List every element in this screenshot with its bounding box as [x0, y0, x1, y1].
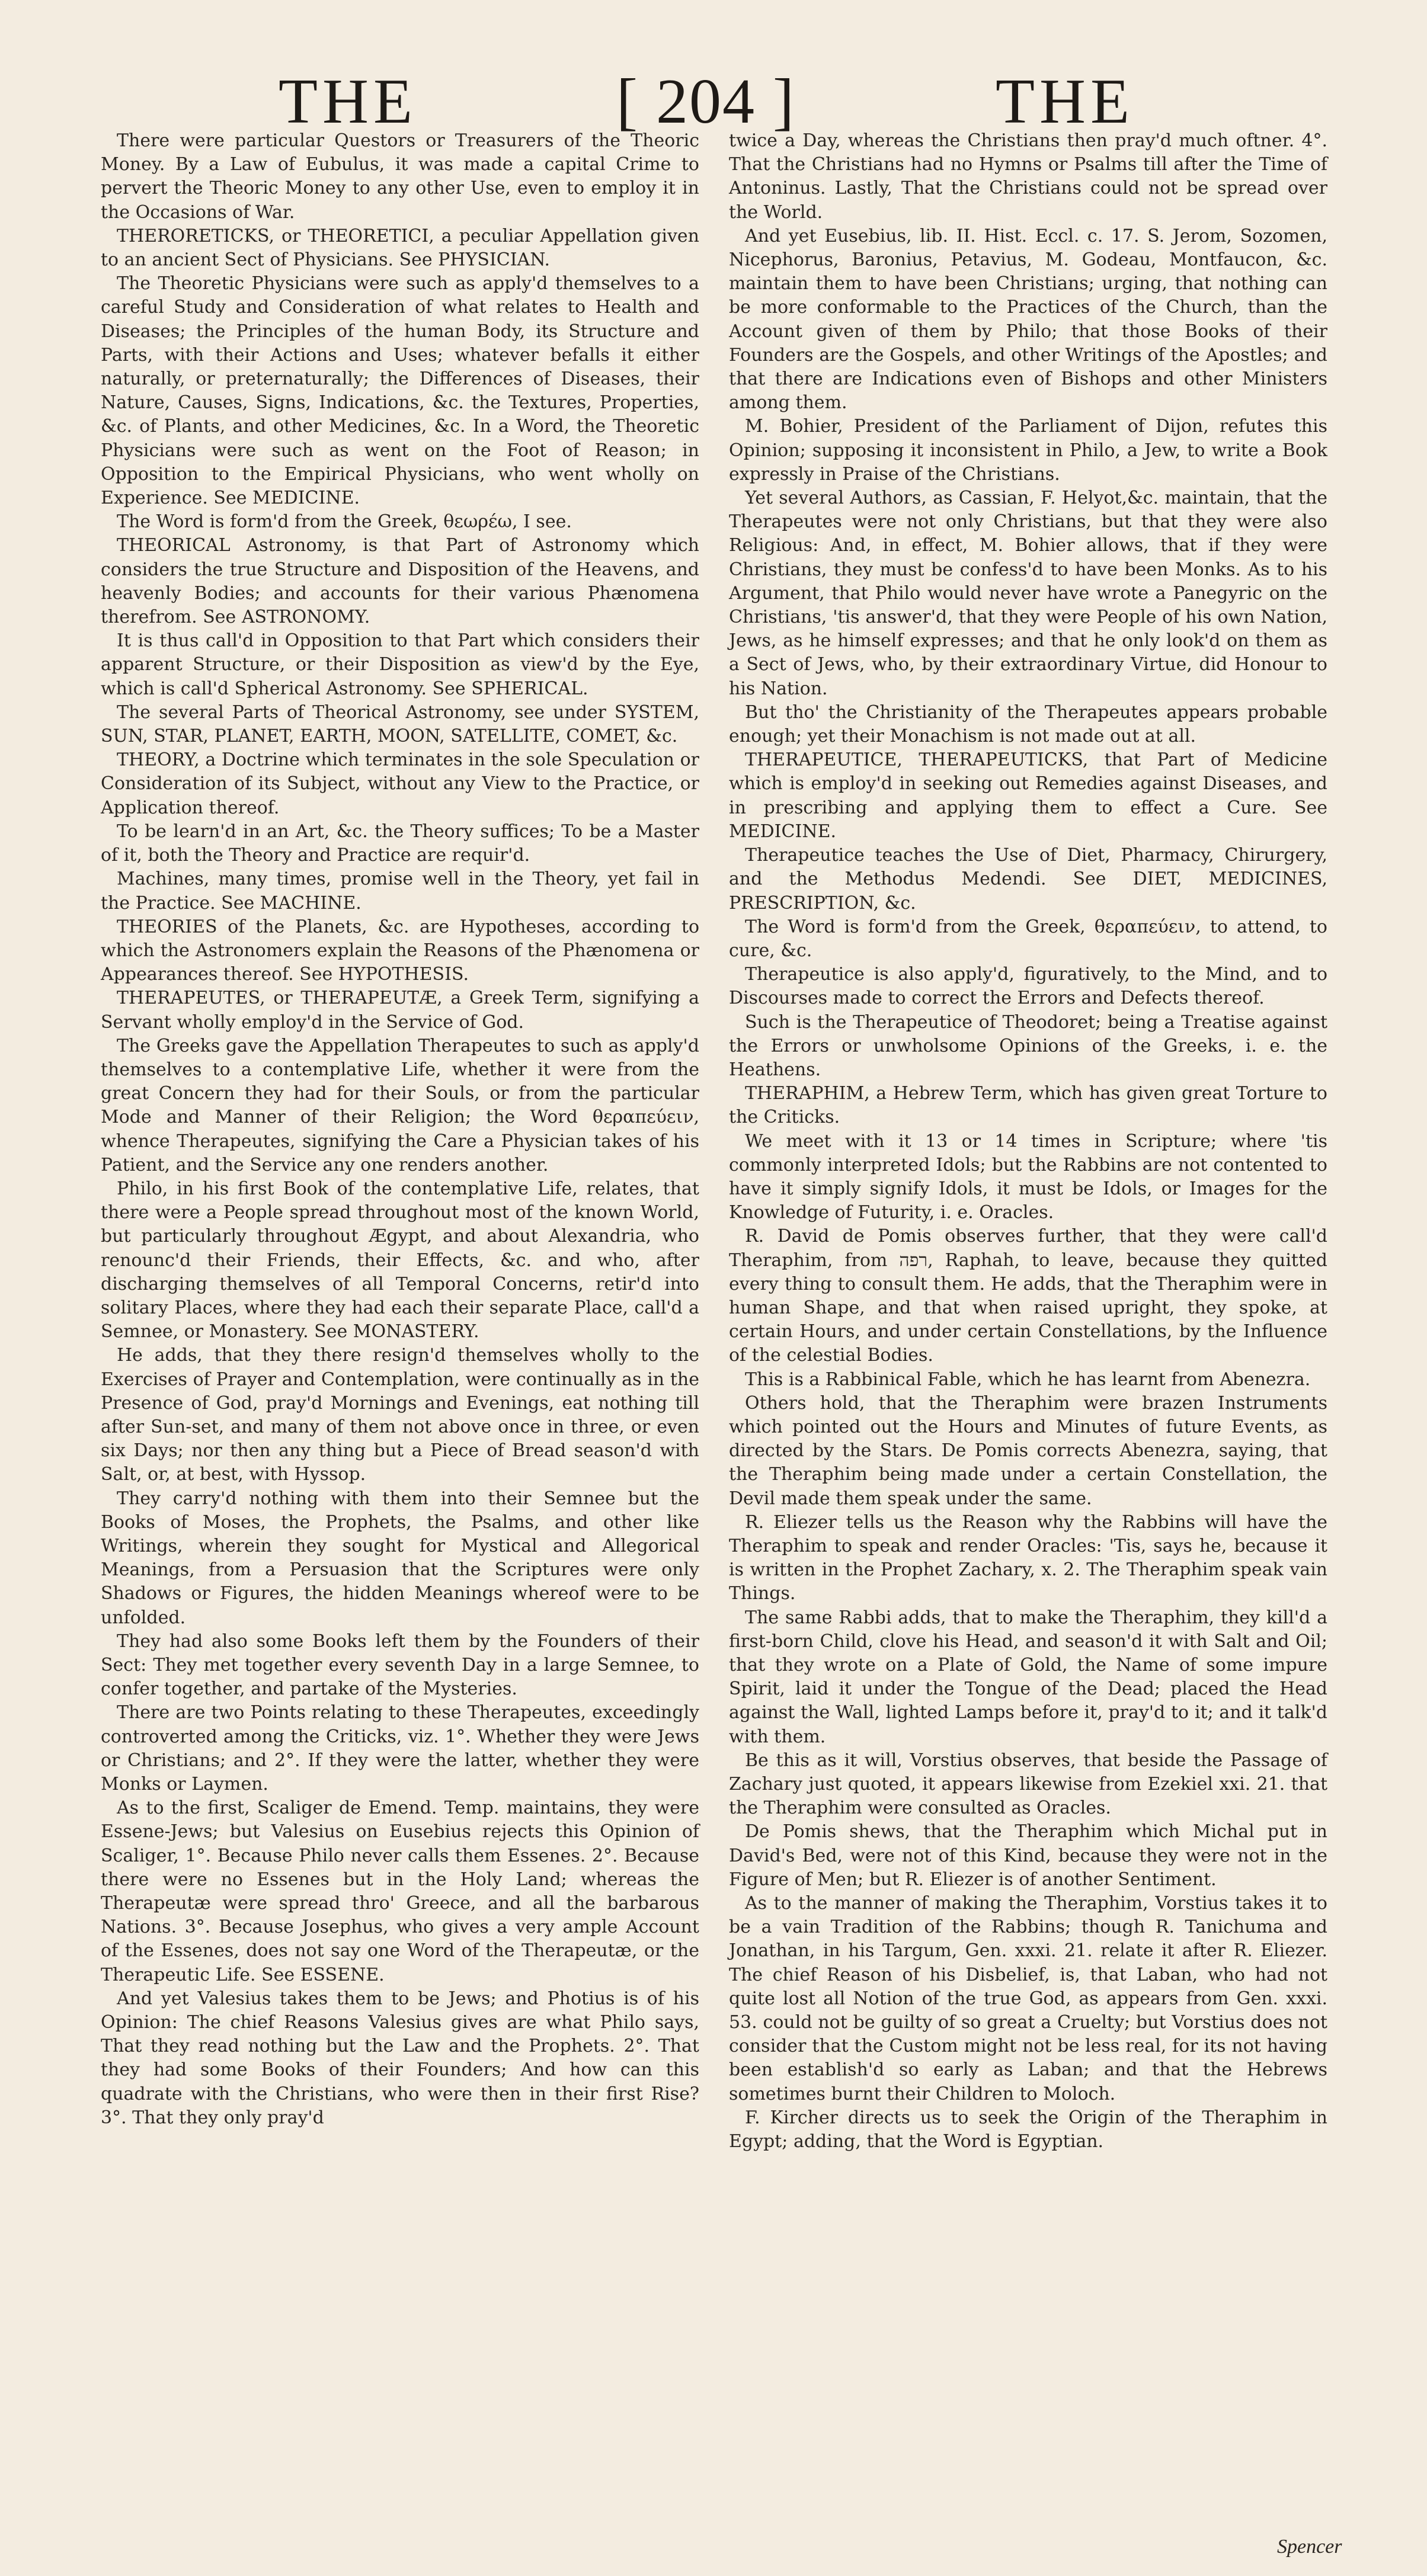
paragraph: The Greeks gave the Appellation Therapeutes to such as apply'd themselves to a contemplative Life, whether it were from the great Concern they had for their Souls, or from the particular Mode and Manner of their Religion; the Word θεραπεύειν, whence Therapeutes, signifying the Care a Physician takes of his Patient, and the Service any one renders another. [101, 1035, 699, 1175]
paragraph: We meet with it 13 or 14 times in Scripture; where 'tis commonly interpreted Idols; but the Rabbins are not contented to have it simply signify Idols, it must be Idols, or Images for the Knowledge of Futurity, i. e. Oracles. [729, 1130, 1327, 1223]
paragraph: The several Parts of Theorical Astronomy, see under SYSTEM, SUN, STAR, PLANET, EARTH, MOON, SATELLITE, COMET, &c. [101, 701, 699, 747]
paragraph: De Pomis shews, that the Theraphim which Michal put in David's Bed, were not of this Kind, because they were not in the Figure of Men; but R. Eliezer is of another Sentiment. [729, 1821, 1327, 1890]
paragraph: Therapeutice is also apply'd, figuratively, to the Mind, and to Discourses made to correct the Errors and Defects thereof. [729, 964, 1327, 1009]
paragraph: Others hold, that the Theraphim were brazen Instruments which pointed out the Hours and Minutes of future Events, as directed by the Stars. De Pomis corrects Abenezra, saying, that the Theraphim being made under a certain Constellation, the Devil made them speak under the same. [729, 1392, 1327, 1509]
paragraph: As to the manner of making the Theraphim, Vorstius takes it to be a vain Tradition of the Rabbins; though R. Tanichuma and Jonathan, in his Targum, Gen. xxxi. 21. relate it after R. Eliezer. The chief Reason of his Disbelief, is, that Laban, who had not quite lost all Notion of the true God, as appears from Gen. xxxi. 53. could not be guilty of so great a Cruelty; but Vorstius does not consider that the Custom might not be less real, for its not having been establish'd so early as Laban; and that the Hebrews sometimes burnt their Children to Moloch. [729, 1893, 1327, 2104]
paragraph: And yet Eusebius, lib. II. Hist. Eccl. c. 17. S. Jerom, Sozomen, Nicephorus, Baronius, Petavius, M. Godeau, Montfaucon, &c. maintain them to have been Christians; urging, that nothing can be more conformable to the Practices of the Church, than the Account given of them by Philo; that those Books of their Founders are the Gospels, and other Writings of the Apostles; and that there are Indications even of Bishops and other Ministers among them. [729, 225, 1327, 414]
paragraph: Be this as it will, Vorstius observes, that beside the Passage of Zachary just quoted, it appears likewise from Ezekiel xxi. 21. that the Theraphim were consulted as Oracles. [729, 1750, 1327, 1819]
paragraph: THERAPEUTES, or THERAPEUTÆ, a Greek Term, signifying a Servant wholly employ'd in the Service of God. [101, 988, 699, 1033]
paragraph: THEORY, a Doctrine which terminates in the sole Speculation or Consideration of its Subject, without any View to the Practice, or Application thereof. [101, 749, 699, 818]
paragraph: Machines, many times, promise well in the Theory, yet fail in the Practice. See MACHINE. [101, 869, 699, 914]
paragraph: There are two Points relating to these Therapeutes, exceedingly controverted among the Criticks, viz. 1°. Whether they were Jews or Christians; and 2°. If they were the latter, whether they were Monks or Laymen. [101, 1702, 699, 1795]
paragraph: R. David de Pomis observes further, that they were call'd Theraphim, from רפה, Raphah, to leave, because they quitted every thing to consult them. He adds, that the Theraphim were in human Shape, and that when raised upright, they spoke, at certain Hours, and under certain Constellations, by the Influence of the celestial Bodies. [729, 1226, 1327, 1366]
paragraph: And yet Valesius takes them to be Jews; and Photius is of his Opinion: The chief Reasons Valesius gives are what Philo says, That they read nothing but the Law and the Prophets. 2°. That they had some Books of their Founders; And how can this quadrate with the Christians, who were then in their first Rise? 3°. That they only pray'd [101, 1988, 699, 2128]
paragraph: The Word is form'd from the Greek, θεραπεύειν, to attend, to cure, &c. [729, 916, 1327, 961]
paragraph: They had also some Books left them by the Founders of their Sect: They met together every seventh Day in a large Semnee, to confer together, and partake of the Mysteries. [101, 1630, 699, 1700]
paragraph: There were particular Questors or Treasurers of the Theoric Money. By a Law of Eubulus, it was made a capital Crime to pervert the Theoric Money to any other Use, even to employ it in the Occasions of War. [101, 130, 699, 223]
paragraph: Philo, in his first Book of the contemplative Life, relates, that there were a People spread throughout most of the known World, but particularly throughout Ægypt, and about Alexandria, who renounc'd their Friends, their Effects, &c. and who, after discharging themselves of all Temporal Concerns, retir'd into solitary Places, where they had each their separate Place, call'd a Semnee, or Monastery. See MONASTERY. [101, 1178, 699, 1343]
header-right-word: THE [996, 66, 1134, 137]
paragraph: The Theoretic Physicians were such as apply'd themselves to a careful Study and Consideration of what relates to Health and Diseases; the Principles of the human Body, its Structure and Parts, with their Actions and Uses; whatever befalls it either naturally, or preternaturally; the Differences of Diseases, their Nature, Causes, Signs, Indications, &c. the Textures, Properties, &c. of Plants, and other Medicines, &c. In a Word, the Theoretic Physicians were such as went on the Foot of Reason; in Opposition to the Empirical Physicians, who went wholly on Experience. See MEDICINE. [101, 273, 699, 509]
paragraph: THEORICAL Astronomy, is that Part of Astronomy which considers the true Structure and Disposition of the Heavens, and heavenly Bodies; and accounts for their various Phænomena therefrom. See ASTRONOMY. [101, 535, 699, 628]
paragraph: R. Eliezer tells us the Reason why the Rabbins will have the Theraphim to speak and render Oracles: 'Tis, says he, because it is written in the Prophet Zachary, x. 2. The Theraphim speak vain Things. [729, 1511, 1327, 1604]
paragraph: The same Rabbi adds, that to make the Theraphim, they kill'd a first-born Child, clove his Head, and season'd it with Salt and Oil; that they wrote on a Plate of Gold, the Name of some impure Spirit, laid it under the Tongue of the Dead; placed the Head against the Wall, lighted Lamps before it, pray'd to it; and it talk'd with them. [729, 1607, 1327, 1747]
catchword: Spencer [1277, 2536, 1342, 2558]
paragraph: As to the first, Scaliger de Emend. Temp. maintains, they were Essene-Jews; but Valesius on Eusebius rejects this Opinion of Scaliger, 1°. Because Philo never calls them Essenes. 2°. Because there were no Essenes but in the Holy Land; whereas the Therapeutæ were spread thro' Greece, and all the barbarous Nations. 3°. Because Josephus, who gives a very ample Account of the Essenes, does not say one Word of the Therapeutæ, or the Therapeutic Life. See ESSENE. [101, 1798, 699, 1985]
paragraph: But tho' the Christianity of the Therapeutes appears probable enough; yet their Monachism is not made out at all. [729, 701, 1327, 747]
paragraph: Such is the Therapeutice of Theodoret; being a Treatise against the Errors or unwholsome Opinions of the Greeks, i. e. the Heathens. [729, 1011, 1327, 1080]
page-number: [ 204 ] [616, 66, 795, 137]
paragraph: To be learn'd in an Art, &c. the Theory suffices; To be a Master of it, both the Theory and Practice are requir'd. [101, 821, 699, 866]
paragraph: He adds, that they there resign'd themselves wholly to the Exercises of Prayer and Contemplation, were continually as in the Presence of God, pray'd Mornings and Evenings, eat nothing till after Sun-set, and many of them not above once in three, or even six Days; nor then any thing but a Piece of Bread season'd with Salt, or, at best, with Hyssop. [101, 1345, 699, 1485]
paragraph: The Word is form'd from the Greek, θεωρέω, I see. [117, 511, 572, 533]
paragraph: M. Bohier, President of the Parliament of Dijon, refutes this Opinion; supposing it inconsistent in Philo, a Jew, to write a Book expressly in Praise of the Christians. [729, 416, 1327, 485]
paragraph: twice a Day, whereas the Christians then pray'd much oftner. 4°. That the Christians had no Hymns or Psalms till after the Time of Antoninus. Lastly, That the Christians could not be spread over the World. [729, 130, 1327, 223]
paragraph: THERAPHIM, a Hebrew Term, which has given great Torture to the Criticks. [729, 1083, 1327, 1128]
paragraph: F. Kircher directs us to seek the Origin of the Theraphim in Egypt; adding, that the Word is Egyptian. [729, 2107, 1327, 2152]
paragraph: It is thus call'd in Opposition to that Part which considers their apparent Structure, or their Disposition as view'd by the Eye, which is call'd Spherical Astronomy. See SPHERICAL. [101, 630, 699, 699]
left-column [101, 129, 699, 2130]
header-left-word: THE [279, 66, 417, 137]
right-column [729, 129, 1327, 2154]
paragraph: THERORETICKS, or THEORETICI, a peculiar Appellation given to an ancient Sect of Physicians. See PHYSICIAN. [101, 225, 699, 271]
paragraph: THEORIES of the Planets, &c. are Hypotheses, according to which the Astronomers explain the Reasons of the Phænomena or Appearances thereof. See HYPOTHESIS. [101, 916, 699, 985]
paragraph: This is a Rabbinical Fable, which he has learnt from Abenezra. [745, 1369, 1311, 1390]
paragraph: Therapeutice teaches the Use of Diet, Pharmacy, Chirurgery, and the Methodus Medendi. See DIET, MEDICINES, PRESCRIPTION, &c. [729, 845, 1327, 914]
paragraph: They carry'd nothing with them into their Semnee but the Books of Moses, the Prophets, the Psalms, and other like Writings, wherein they sought for Mystical and Allegorical Meanings, from a Persuasion that the Scriptures were only Shadows or Figures, the hidden Meanings whereof were to be unfolded. [101, 1488, 699, 1628]
paragraph: Yet several Authors, as Cassian, F. Helyot,&c. maintain, that the Therapeutes were not only Christians, but that they were also Religious: And, in effect, M. Bohier allows, that if they were Christians, they must be confess'd to have been Monks. As to his Argument, that Philo would never have wrote a Panegyric on the Christians, 'tis answer'd, that they were People of his own Nation, Jews, as he himself expresses; and that he only look'd on them as a Sect of Jews, who, by their extraordinary Virtue, did Honour to his Nation. [729, 488, 1327, 699]
paragraph: THERAPEUTICE, THERAPEUTICKS, that Part of Medicine which is employ'd in seeking out Remedies against Diseases, and in prescribing and applying them to effect a Cure. See MEDICINE. [729, 749, 1327, 842]
